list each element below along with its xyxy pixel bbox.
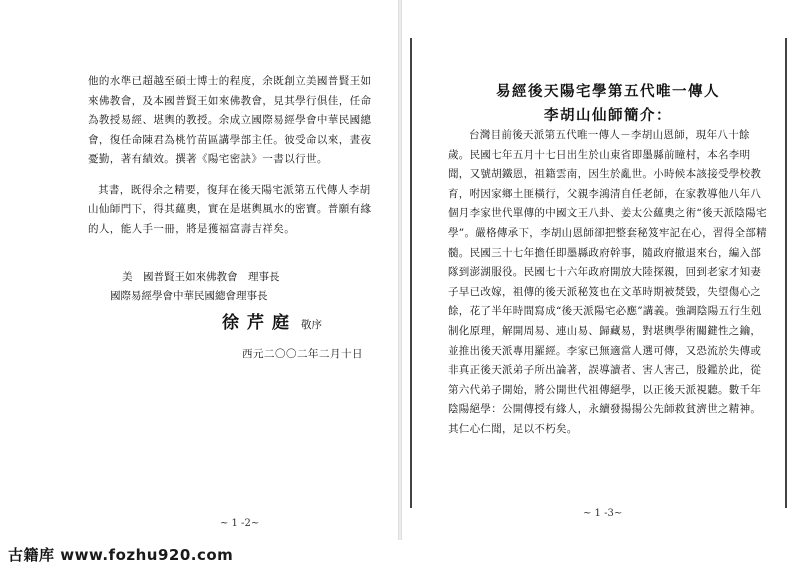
article-title: 易經後天陽宅學第五代唯一傳人 (496, 83, 720, 100)
watermark-logo (8, 544, 233, 565)
preface-paragraph-1: 他的水準已超越至碩士博士的程度，余既創立美國普賢王如來佛教會，及本國普賢王如來佛教會，見其學行俱佳，任命為教授易經、堪輿的教授。余成立國際易經學會中華民國總會，復任命陳君為桃竹苗區講學部主任。彼受命以來，晝夜憂勤，著有績效。撰著《陽宅密訣》一書以行世。 (88, 75, 372, 165)
signature-name: 徐芹庭 (222, 313, 297, 333)
preface-paragraph-2: 其書，既得余之精要，復拜在後天陽宅派第五代傳人李胡山仙師門下，得其蘊奧，實在是堪輿風水的密寶。普願有緣的人，能人手一冊，將是獲福富壽吉祥矣。 (88, 183, 372, 235)
signature-block (110, 268, 390, 364)
signature-title-2: 國際易經學會中華民國總會理事長 (110, 290, 268, 302)
signature-respect: 敬序 (301, 319, 322, 331)
signature-name-row (110, 314, 390, 335)
watermark-domain: www.fozhu920.com (60, 546, 234, 564)
watermark-cn: 古籍库 (8, 546, 55, 564)
signature-title-1: 美 國普賢王如來佛教會 理事長 (122, 271, 280, 283)
biography-text (448, 126, 770, 440)
preface-text (88, 72, 378, 239)
article-subtitle: 李胡山仙師簡介： (544, 107, 672, 124)
page-edge-shadow-left (410, 38, 412, 508)
page-number-left: ~ 1 -2~ (220, 518, 260, 529)
page-edge-shadow-right (785, 38, 787, 508)
page-number-right: ~ 1 -3~ (583, 508, 623, 519)
biography-paragraph: 台灣目前後天派第五代唯一傳人－李胡山恩師，現年八十餘歲。民國七年五月十七日出生於山東省即墨縣前瞳村，本名李明聞，又號胡鐵恩，祖籍雲南，因生於亂世。小時候本該接受學校教育，咐因家鄉土匪橫行，父親李鴻清自任老師，在家教導他八年八個月李家世代單傳的中國文王八卦、姜太公蘊奧之術“後天派陰陽宅學”。嚴格傳承下，李胡山恩師卻把整套秘笈牢記在心，習得全部精髓。民國三十七年擔任即墨縣政府幹事，隨政府撤退來台，編入部隊到澎湖服役。民國七十六年政府開放大陸探親，回到老家才知妻子早已改嫁，祖傳的後天派秘笈也在文革時期被焚毀，失望傷心之餘，花了半年時間寫成“後天派陽宅必應”講義。強調陰陽五行生剋制化原理，解開周易、連山易、歸藏易，對堪輿學術關鍵性之鑰，並推出後天派專用羅經。李家已無適當人選可傳，又恐流於失傳或非真正後天派弟子所出論著，誤導讀者、害人害己，殷鑑於此，從第六代弟子開始，將公開世代祖傳絕學，以正後天派視聽。數千年陰陽絕學：公開傳授有緣人，永續發揚揚公先師救貧濟世之精神。其仁心仁聞，足以不朽矣。 (448, 129, 767, 435)
watermark-bar (0, 540, 793, 568)
signature-date: 西元二〇〇二年二月十日 (242, 348, 363, 360)
